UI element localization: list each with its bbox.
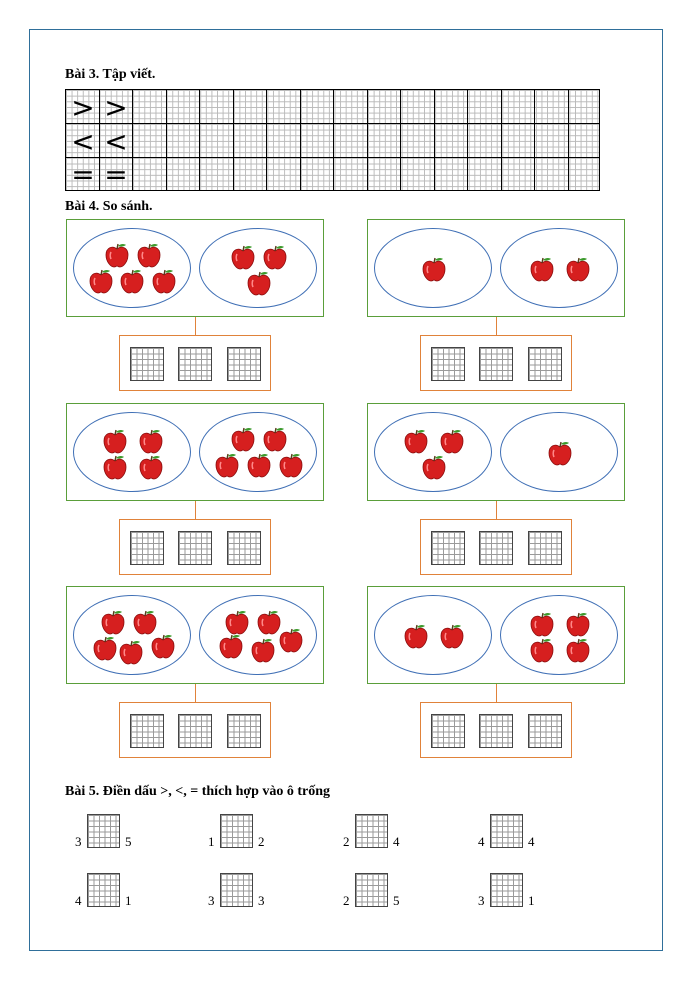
apple-icon	[138, 454, 164, 480]
answer-box-5[interactable]	[119, 702, 271, 758]
apple-set-right	[199, 228, 317, 308]
right-number: 4	[393, 834, 400, 849]
apple-icon	[102, 428, 128, 454]
exercise-3-title: Bài 3. Tập viết.	[65, 67, 156, 82]
apple-icon	[547, 440, 573, 466]
answer-cell-3[interactable]	[528, 714, 562, 748]
compare-item	[343, 873, 413, 907]
apple-icon	[529, 611, 555, 637]
apple-icon	[250, 637, 276, 663]
apple-icon	[150, 633, 176, 659]
left-number: 4	[478, 834, 485, 849]
connector-line	[195, 684, 196, 702]
left-number: 3	[208, 893, 215, 908]
answer-cell-3[interactable]	[227, 531, 261, 565]
answer-cell-2[interactable]	[178, 347, 212, 381]
writing-grid	[65, 89, 600, 191]
answer-cell-2[interactable]	[479, 347, 513, 381]
apple-icon	[439, 428, 465, 454]
apple-icon	[102, 454, 128, 480]
apple-icon	[278, 627, 304, 653]
apple-icon	[100, 609, 126, 635]
answer-cell-3[interactable]	[528, 347, 562, 381]
apple-set-left	[374, 595, 492, 675]
apple-set-right	[199, 412, 317, 492]
answer-box-6[interactable]	[420, 702, 572, 758]
apple-icon	[403, 428, 429, 454]
left-number: 2	[343, 893, 350, 908]
compare-item	[478, 873, 548, 907]
connector-line	[496, 317, 497, 335]
apple-set-left	[374, 412, 492, 492]
connector-line	[496, 501, 497, 519]
apple-icon	[138, 428, 164, 454]
apple-icon	[88, 268, 114, 294]
apple-group-1	[66, 219, 324, 317]
sign-box[interactable]	[87, 873, 120, 907]
compare-item	[208, 873, 278, 907]
sign-box[interactable]	[490, 873, 523, 907]
answer-cell-1[interactable]	[431, 531, 465, 565]
greater-symbol-1: >	[71, 91, 95, 124]
apple-icon	[246, 270, 272, 296]
compare-item	[478, 814, 548, 848]
apple-icon	[136, 242, 162, 268]
apple-icon	[118, 639, 144, 665]
connector-line	[195, 501, 196, 519]
right-number: 5	[393, 893, 400, 908]
answer-cell-2[interactable]	[479, 531, 513, 565]
left-number: 2	[343, 834, 350, 849]
apple-icon	[278, 452, 304, 478]
equal-symbol-2: =	[104, 158, 128, 191]
compare-item	[208, 814, 278, 848]
apple-icon	[439, 623, 465, 649]
less-symbol-1: <	[71, 125, 95, 158]
apple-set-left	[374, 228, 492, 308]
apple-icon	[262, 244, 288, 270]
left-number: 1	[208, 834, 215, 849]
apple-icon	[529, 637, 555, 663]
apple-group-4	[367, 403, 625, 501]
sign-box[interactable]	[87, 814, 120, 848]
connector-line	[195, 317, 196, 335]
answer-cell-1[interactable]	[431, 347, 465, 381]
apple-icon	[132, 609, 158, 635]
apple-set-left	[73, 595, 191, 675]
sign-box[interactable]	[220, 814, 253, 848]
apple-set-left	[73, 228, 191, 308]
sign-box[interactable]	[355, 873, 388, 907]
apple-icon	[230, 426, 256, 452]
right-number: 1	[528, 893, 535, 908]
left-number: 3	[75, 834, 82, 849]
greater-symbol-2: >	[104, 91, 128, 124]
sign-box[interactable]	[355, 814, 388, 848]
right-number: 4	[528, 834, 535, 849]
apple-icon	[565, 637, 591, 663]
apple-icon	[262, 426, 288, 452]
apple-icon	[529, 256, 555, 282]
compare-item	[343, 814, 413, 848]
apple-icon	[230, 244, 256, 270]
right-number: 3	[258, 893, 265, 908]
answer-cell-3[interactable]	[528, 531, 562, 565]
apple-icon	[565, 611, 591, 637]
right-number: 1	[125, 893, 132, 908]
apple-icon	[421, 454, 447, 480]
apple-set-right	[199, 595, 317, 675]
answer-box-1[interactable]	[119, 335, 271, 391]
apple-icon	[214, 452, 240, 478]
answer-cell-3[interactable]	[227, 714, 261, 748]
answer-box-3[interactable]	[119, 519, 271, 575]
sign-box[interactable]	[490, 814, 523, 848]
apple-icon	[246, 452, 272, 478]
exercise-4-title: Bài 4. So sánh.	[65, 199, 153, 214]
apple-group-3	[66, 403, 324, 501]
compare-item	[75, 873, 145, 907]
right-number: 5	[125, 834, 132, 849]
apple-set-right	[500, 595, 618, 675]
apple-set-left	[73, 412, 191, 492]
left-number: 3	[478, 893, 485, 908]
apple-set-right	[500, 412, 618, 492]
exercise-5-title: Bài 5. Điền dấu >, <, = thích hợp vào ô trống	[65, 784, 331, 799]
apple-icon	[151, 268, 177, 294]
answer-box-4[interactable]	[420, 519, 572, 575]
apple-icon	[92, 635, 118, 661]
compare-item	[75, 814, 145, 848]
answer-cell-1[interactable]	[431, 714, 465, 748]
answer-cell-2[interactable]	[479, 714, 513, 748]
left-number: 4	[75, 893, 82, 908]
answer-cell-2[interactable]	[178, 714, 212, 748]
apple-icon	[104, 242, 130, 268]
apple-icon	[421, 256, 447, 282]
sign-box[interactable]	[220, 873, 253, 907]
less-symbol-2: <	[104, 125, 128, 158]
apple-icon	[218, 633, 244, 659]
apple-set-right	[500, 228, 618, 308]
apple-group-5	[66, 586, 324, 684]
apple-icon	[565, 256, 591, 282]
right-number: 2	[258, 834, 265, 849]
answer-cell-1[interactable]	[130, 347, 164, 381]
answer-box-2[interactable]	[420, 335, 572, 391]
equal-symbol-1: =	[71, 158, 95, 191]
answer-cell-3[interactable]	[227, 347, 261, 381]
apple-group-2	[367, 219, 625, 317]
apple-icon	[403, 623, 429, 649]
apple-group-6	[367, 586, 625, 684]
answer-cell-2[interactable]	[178, 531, 212, 565]
answer-cell-1[interactable]	[130, 531, 164, 565]
answer-cell-1[interactable]	[130, 714, 164, 748]
apple-icon	[119, 268, 145, 294]
apple-icon	[224, 609, 250, 635]
connector-line	[496, 684, 497, 702]
